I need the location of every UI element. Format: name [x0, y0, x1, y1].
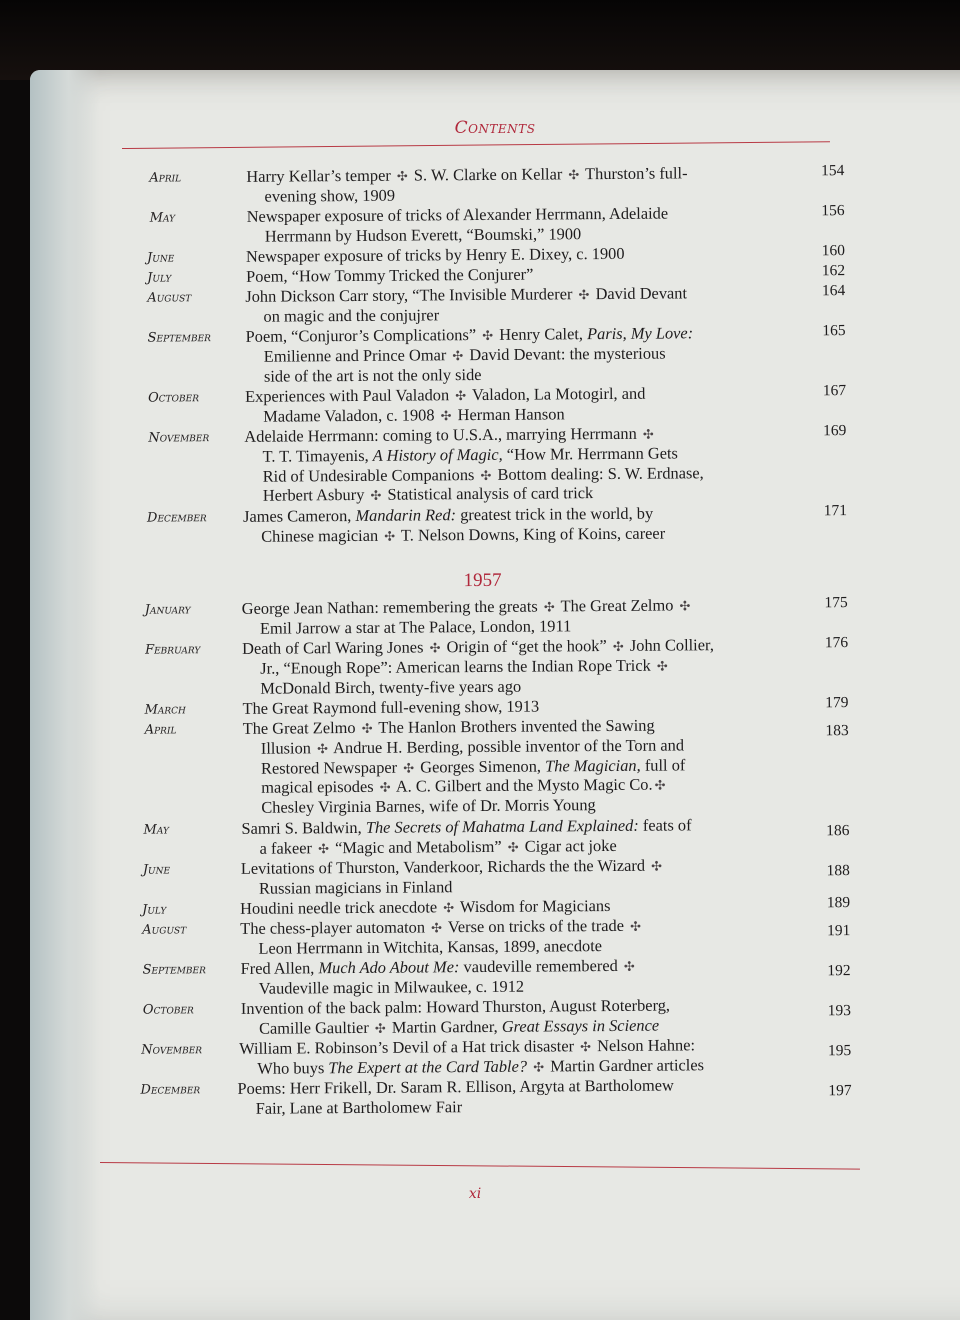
entry-page-number: 186 [826, 822, 850, 840]
entry-description-line: Chesley Virginia Barnes, wife of Dr. Morris Young [261, 795, 596, 817]
entry-page-number: 169 [823, 422, 847, 440]
entry-description-line: Adelaide Herrmann: coming to U.S.A., marrying Herrmann ✣ [244, 423, 654, 446]
entry-month: June [146, 250, 175, 266]
entry-month: November [148, 430, 210, 446]
entry-description-line: Vaudeville magic in Milwaukee, c. 1912 [258, 976, 525, 998]
entry-description-line: Who buys The Expert at the Card Table? ✣ Martin Gardner articles [257, 1055, 705, 1078]
entry-description-line: Fred Allen, Much Ado About Me: vaudeville remembered ✣ [240, 955, 635, 978]
entry-month: January [144, 602, 191, 618]
entry-month: May [143, 822, 169, 838]
entry-month: February [145, 642, 201, 658]
entry-page-number: 164 [821, 282, 846, 300]
entry-description-line: John Dickson Carr story, “The Invisible Murderer ✣ David Devant [245, 283, 688, 306]
entry-month: October [142, 1002, 194, 1018]
entry-page-number: 156 [821, 202, 845, 220]
entry-page-number: 167 [822, 382, 847, 400]
entry-description-line: a fakeer ✣ “Magic and Metabolism” ✣ Cigar act joke [259, 835, 617, 858]
entry-description-line: Herrmann by Hudson Everett, “Boumski,” 1900 [264, 223, 582, 246]
entry-month: August [142, 922, 187, 938]
entry-month: June [142, 862, 171, 878]
entry-description-line: T. T. Timayenis, A History of Magic, “How Mr. Herrmann Gets [262, 443, 678, 466]
entry-page-number: 192 [827, 962, 851, 980]
entry-description-line: evening show, 1909 [264, 185, 396, 206]
entry-description-line: Poems: Herr Frikell, Dr. Saram R. Ellison, Argyta at Bartholomew [237, 1075, 674, 1098]
entry-description-line: Rid of Undesirable Companions ✣ Bottom dealing: S. W. Erdnase, [262, 462, 704, 486]
entry-description-line: McDonald Birch, twenty-five years ago [260, 676, 522, 698]
entry-description-line: William E. Robinson’s Devil of a Hat trick disaster ✣ Nelson Hahne: [239, 1035, 696, 1058]
entry-month: March [144, 702, 186, 718]
entry-page-number: 154 [821, 162, 845, 180]
entry-description-line: Newspaper exposure of tricks of Alexander Herrmann, Adelaide [246, 203, 669, 226]
page-title: Contents [454, 118, 536, 138]
section-year-heading: 1957 [463, 569, 502, 592]
entry-page-number: 189 [826, 894, 851, 912]
entry-description-line: Experiences with Paul Valadon ✣ Valadon, La Motogirl, and [245, 383, 646, 406]
entry-description-line: The chess-player automaton ✣ Verse on tricks of the trade ✣ [240, 915, 642, 938]
entry-month: December [146, 510, 207, 526]
entry-description-line: Russian magicians in Finland [258, 877, 453, 898]
entry-description-line: Fair, Lane at Bartholomew Fair [255, 1096, 463, 1118]
entry-page-number: 162 [821, 262, 846, 280]
entry-month: September [147, 330, 211, 346]
entry-month: April [149, 170, 182, 186]
entry-month: December [140, 1082, 201, 1098]
entry-description-line: Poem, “Conjuror’s Complications” ✣ Henry Calet, Paris, My Love: [245, 323, 694, 346]
entry-description-line: Illusion ✣ Andrue H. Berding, possible inventor of the Torn and [260, 735, 685, 758]
entry-description-line: Restored Newspaper ✣ Georges Simenon, The Magician, full of [260, 754, 686, 778]
entry-description-line: Samri S. Baldwin, The Secrets of Mahatma Land Explained: feats of [241, 815, 692, 838]
entry-month: September [142, 962, 206, 978]
entry-month: October [148, 390, 200, 406]
entry-description-line: Madame Valadon, c. 1908 ✣ Herman Hanson [263, 404, 565, 426]
entry-description-line: Chinese magician ✣ T. Nelson Downs, King of Koins, career [261, 523, 666, 546]
entry-page-number: 175 [824, 594, 848, 612]
entry-page-number: 188 [826, 862, 850, 880]
entry-description-line: Levitations of Thurston, Vanderkoor, Richards the the Wizard ✣ [240, 855, 663, 878]
entry-description-line: Leon Herrmann in Witchita, Kansas, 1899, anecdote [258, 935, 603, 958]
entry-description-line: on magic and the conjujrer [263, 305, 440, 326]
entry-month: July [147, 270, 172, 286]
entry-page-number: 193 [827, 1002, 851, 1020]
entry-month: May [149, 210, 176, 226]
entry-description-line: Herbert Asbury ✣ Statistical analysis of card trick [262, 483, 594, 506]
entry-month: July [142, 902, 167, 918]
entry-page-number: 197 [828, 1082, 852, 1100]
entry-page-number: 171 [823, 502, 848, 520]
entry-description-line: Newspaper exposure of tricks by Henry E. Dixey, c. 1900 [245, 243, 625, 266]
entry-page-number: 191 [826, 922, 851, 940]
entry-description-line: Jr., “Enough Rope”: American learns the Indian Rope Trick ✣ [260, 655, 668, 678]
entry-page-number: 195 [827, 1042, 852, 1060]
entry-page-number: 176 [824, 634, 849, 652]
entry-page-number: 183 [825, 722, 849, 740]
entry-description-line: magical episodes ✣ A. C. Gilbert and the Mysto Magic Co. ✣ [261, 775, 666, 798]
entry-description-line: Harry Kellar’s temper ✣ S. W. Clarke on Kellar ✣ Thurston’s full- [246, 163, 688, 186]
entry-description-line: Poem, “How Tommy Tricked the Conjurer” [246, 264, 534, 286]
entry-description-line: Death of Carl Waring Jones ✣ Origin of “get the hook” ✣ John Collier, [241, 635, 714, 658]
entry-month: November [141, 1042, 203, 1058]
entry-description-line: James Cameron, Mandarin Red: greatest trick in the world, by [242, 503, 654, 526]
entry-description-line: side of the art is not the only side [263, 364, 482, 386]
entry-description-line: Invention of the back palm: Howard Thurston, August Roterberg, [240, 995, 671, 1018]
entry-description-line: Emilienne and Prince Omar ✣ David Devant: the mysterious [263, 343, 666, 366]
entry-page-number: 160 [821, 242, 846, 260]
entry-description-line: The Great Raymond full-evening show, 1913 [242, 696, 540, 718]
entry-description-line: Houdini needle trick anecdote ✣ Wisdom for Magicians [240, 895, 611, 918]
entry-description-line: George Jean Nathan: remembering the greats ✣ The Great Zelmo ✣ [241, 595, 691, 618]
entry-description-line: The Great Zelmo ✣ The Hanlon Brothers invented the Sawing [242, 715, 655, 738]
entry-description-line: Emil Jarrow a star at The Palace, London, 1911 [259, 616, 572, 638]
entry-month: August [147, 290, 192, 306]
entry-page-number: 179 [825, 694, 849, 712]
page-folio: xi [468, 1186, 482, 1202]
entry-description-line: Camille Gaultier ✣ Martin Gardner, Great Essays in Science [258, 1015, 660, 1038]
entry-month: April [144, 722, 177, 738]
entry-page-number: 165 [822, 322, 846, 340]
